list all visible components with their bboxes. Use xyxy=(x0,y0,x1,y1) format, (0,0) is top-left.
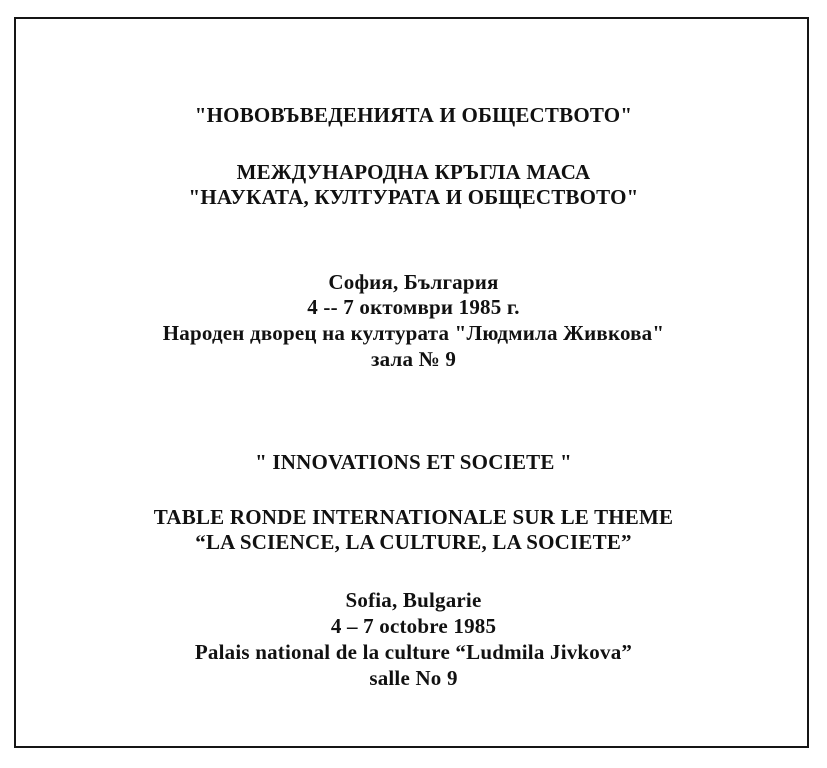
bulgarian-dates: 4 -- 7 октомври 1985 г. xyxy=(307,295,520,319)
bulgarian-city: София, България xyxy=(328,270,499,294)
french-city: Sofia, Bulgarie xyxy=(345,588,482,612)
bulgarian-venue: Народен дворец на културата "Людмила Живкова" xyxy=(162,321,665,345)
french-round-table-theme: “LA SCIENCE, LA CULTURE, LA SOCIETE” xyxy=(195,530,632,554)
bulgarian-hall: зала № 9 xyxy=(370,347,457,371)
french-venue: Palais national de la culture “Ludmila Jivkova” xyxy=(194,640,633,664)
bulgarian-title: "НОВОВЪВЕДЕНИЯТА И ОБЩЕСТВОТО" xyxy=(194,103,633,127)
french-round-table-heading: TABLE RONDE INTERNATIONALE SUR LE THEME xyxy=(153,505,674,529)
bulgarian-round-table-theme: "НАУКАТА, КУЛТУРАТА И ОБЩЕСТВОТО" xyxy=(188,185,639,209)
bulgarian-round-table-heading: МЕЖДУНАРОДНА КРЪГЛА МАСА xyxy=(236,160,591,184)
french-dates: 4 – 7 octobre 1985 xyxy=(330,614,497,638)
french-hall: salle No 9 xyxy=(369,666,458,690)
french-title: " INNOVATIONS ET SOCIETE " xyxy=(255,450,572,474)
